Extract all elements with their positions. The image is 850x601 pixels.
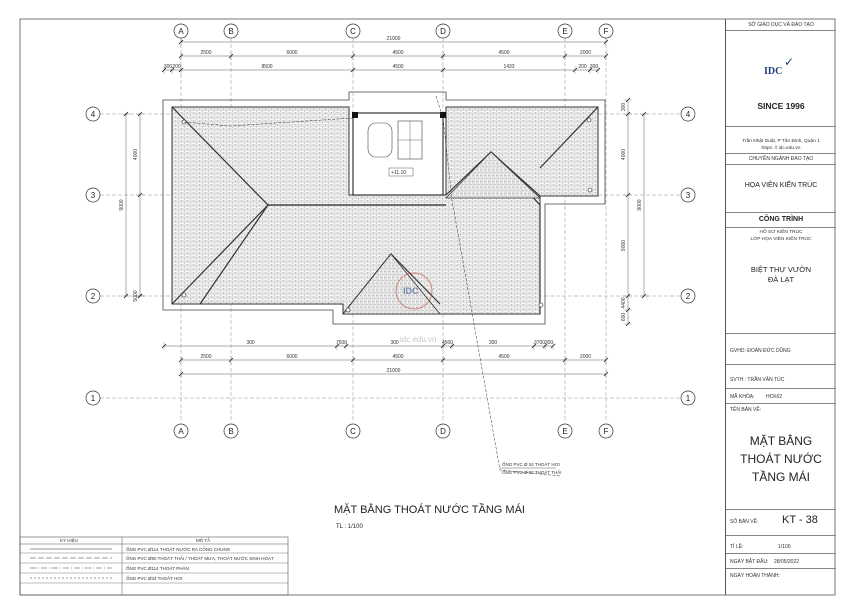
axis-label-1: 1 [90,394,96,403]
axis-label-3: 3 [685,191,691,200]
bottom-row2-dim-label: 6000 [286,354,298,360]
top-row1-dim-label: 6000 [286,50,298,56]
left-inner-dim-label: 5000 [133,290,139,302]
department: SỞ GIÁO DỤC VÀ ĐÀO TẠO [748,22,814,28]
legend-row-4: ỐNG PVC Ø34 THOÁT HƠI [126,576,183,581]
major: HỌA VIÊN KIẾN TRÚC [744,182,818,189]
top-row2-dim-label: 200 [172,64,181,70]
legend-row-2: ỐNG PVC Ø90 THOÁT THẢI / THOÁT MƯA, THOÁT NƯỚC SINH HOẠT [126,556,274,561]
address: Trần Nhật Duật, P Tân Định, Quận 1 [742,139,820,144]
sheet-name-label: TÊN BẢN VẼ: [730,407,762,413]
bottom-row1-dim-label: 7500 [335,340,348,346]
project-name-2: ĐÀ LẠT [767,275,795,284]
legend-row-3: ỐNG PVC Ø114 THOÁT PHÂN [126,566,189,571]
major-label: CHUYÊN NGÀNH ĐÀO TẠO [748,156,814,162]
axis-label-b: B [228,427,234,436]
right-inner-dim-label: 4400 [621,297,627,309]
project-name-1: BIỆT THỰ VƯỜN [750,265,812,274]
bottom-row1-dim-label: 3700 [533,340,546,346]
right-inner-dim-label: 300 [621,102,627,112]
top-row2-dim-label: 200 [578,64,587,70]
axis-label-2: 2 [685,292,691,301]
sheet-name-3: TẦNG MÁI [751,470,810,484]
top-row2-dim-label: 300 [589,64,599,70]
pipe-note-1: ỐNG PVC Ø 34 THOÁT HƠI [502,462,560,467]
student: SVTH : TRẦN VĂN TÚC [730,377,785,383]
legend-row-1: ỐNG PVC Ø114 THOÁT NƯỚC RA CỐNG CHUNG [126,547,231,552]
drawing-title: MẶT BẰNG THOÁT NƯỚC TẦNG MÁI [334,504,525,516]
instructor: GVHD: ĐOÀN ĐỨC DŨNG [730,348,791,354]
top-overall-dim-label: 21000 [386,36,401,42]
date: 28/05/2022 [774,559,800,565]
bottom-overall-dim-label: 21000 [386,368,401,374]
top-row2-dim-label: 1433 [503,64,515,70]
water-tank [368,123,392,157]
sheet-no-label: SỐ BẢN VẼ: [730,519,759,525]
top-row1-dim-label: 4500 [498,50,510,56]
course-label: MÃ KHÓA: [730,394,755,400]
bottom-row1-dim-label: 300 [246,340,255,346]
right-outer-dim-label: 9000 [637,199,643,211]
axis-label-4: 4 [90,110,96,119]
since: SINCE 1996 [757,101,805,111]
top-row1-dim-label: 4500 [392,50,404,56]
bottom-row1-dim-label: 300 [488,340,498,346]
axis-label-e: E [562,27,568,36]
axis-label-a: A [178,27,184,36]
left-outer-dim-label: 9000 [119,199,125,211]
axis-label-1: 1 [685,394,691,403]
bottom-row2-dim-label: 4500 [498,354,510,360]
axis-label-2: 2 [90,292,96,301]
sheet-name-2: THOÁT NƯỚC [740,452,822,466]
website: https: // idc.edu.vn [761,146,801,151]
bottom-row2-dim-label: 2000 [579,354,592,360]
date-label: NGÀY BẮT ĐẦU: [730,559,769,565]
bottom-row1-dim-label: 4500 [441,340,454,346]
roof-outline [163,92,605,476]
elevation-tag: +11.10 [391,170,407,176]
top-row1-dim-label: 2000 [579,50,592,56]
svg-text:idc.edu.vn: idc.edu.vn [400,335,437,344]
sheet-name-1: MẶT BẰNG [749,434,813,448]
svg-text:IDC: IDC [403,286,419,296]
legend-table [20,536,288,595]
axis-label-4: 4 [685,110,691,119]
bottom-row2-dim-label: 2500 [200,354,212,360]
right-inner-dim-label: 9000 [621,239,627,252]
axis-label-c: C [350,427,356,436]
project-label: CÔNG TRÌNH [758,216,804,223]
left-inner-dim-label: 4000 [133,148,139,161]
title-block [725,19,836,595]
axis-label-c: C [350,27,356,36]
pipe-note-2: ỐNG PVC Ø 90 THOÁT THẢI [502,470,562,475]
legend-col-desc: MÔ TẢ [196,538,211,543]
project-sub2: LỚP HỌA VIÊN KIẾN TRÚC [750,237,812,242]
drawing-scale: TL : 1/100 [336,524,363,530]
top-row1-dim-label: 2500 [200,50,212,56]
scale-label: TỈ LỆ: [730,544,744,550]
axis-label-f: F [603,427,609,436]
legend-col-symbol: KÝ HIỆU [60,538,79,543]
sheet-no: KT - 38 [782,514,818,526]
scale: 1/100 [778,544,791,550]
axis-label-3: 3 [90,191,96,200]
logo-text: IDC [764,66,783,77]
axis-label-e: E [562,427,568,436]
company-logo [764,55,798,81]
logo-check-icon: ✓ [784,55,795,69]
project-sub1: HỒ SƠ KIẾN TRÚC [759,230,803,235]
axis-label-f: F [603,27,609,36]
top-row2-dim-label: 8500 [261,64,273,70]
bottom-row1-dim-label: 300 [390,340,399,346]
axis-label-d: D [440,427,446,436]
axis-label-b: B [228,27,234,36]
bottom-row2-dim-label: 4500 [392,354,404,360]
finish-label: NGÀY HOÀN THÀNH: [730,573,780,579]
axis-label-d: D [440,27,446,36]
axis-label-a: A [178,427,184,436]
right-inner-dim-label: 600 [621,312,627,322]
bottom-row1-dim-label: 300 [544,340,554,346]
right-inner-dim-label: 4000 [621,148,627,161]
top-row2-dim-label: 4500 [392,64,404,70]
course: HCK62 [766,394,783,400]
top-row2-dim-label: 300 [163,64,173,70]
